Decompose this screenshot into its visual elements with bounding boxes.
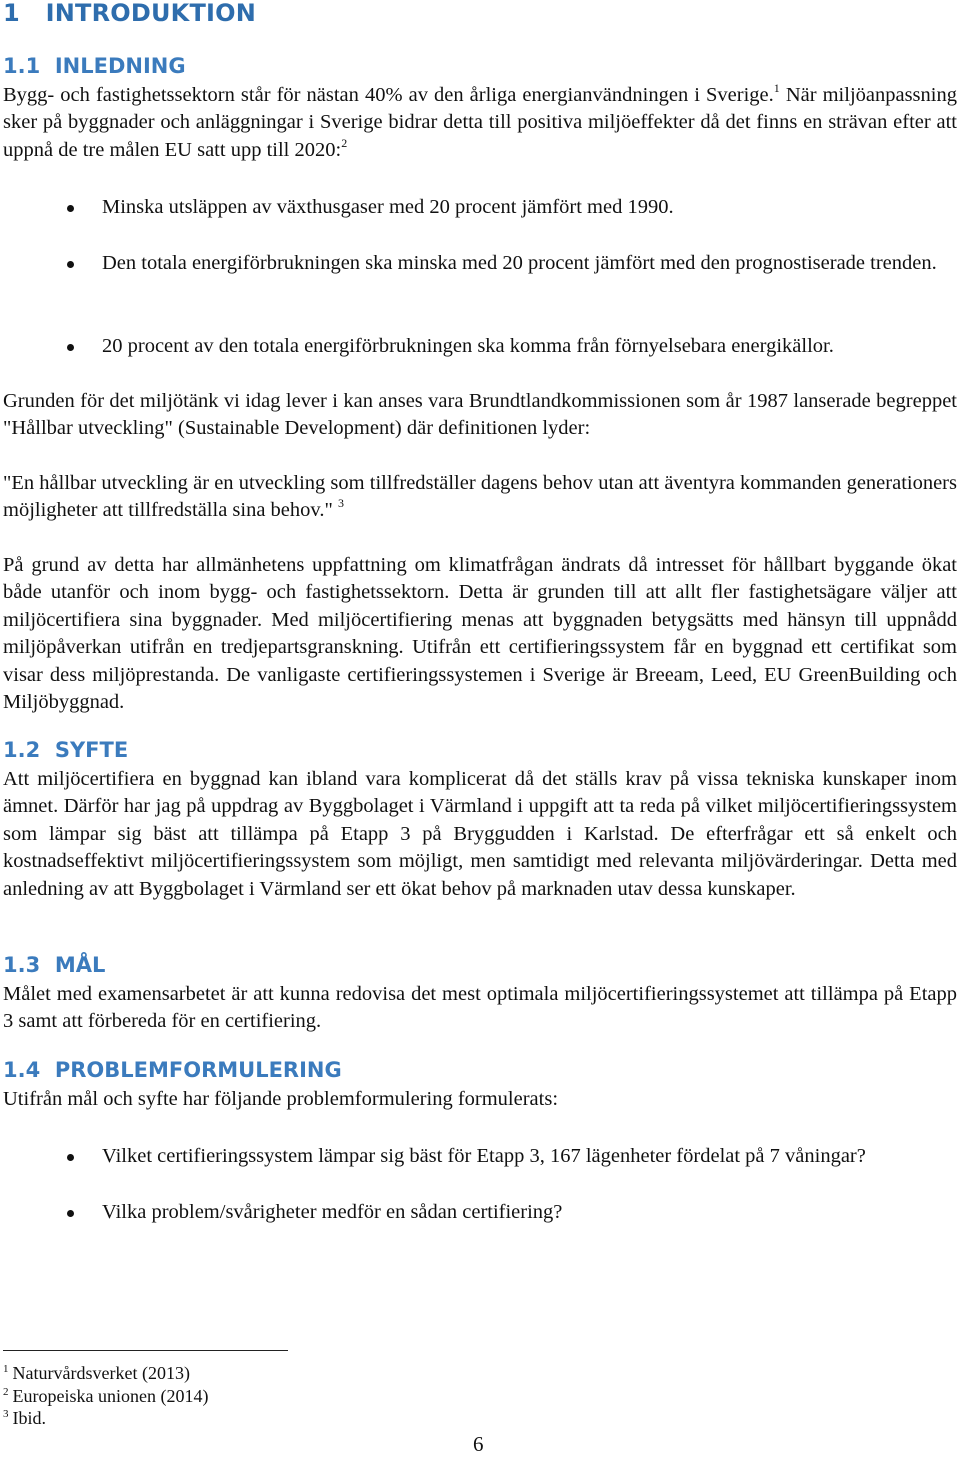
list-item: Den totala energiförbrukningen ska minska med 20 procent jämfört med den prognostiserade trenden. <box>102 252 937 274</box>
section-heading-syfte: 1.2 SYFTE <box>3 738 129 762</box>
section-heading-mal: 1.3 MÅL <box>3 953 106 977</box>
footnote-ref-1: 1 <box>773 81 780 95</box>
definition-quote: "En hållbar utveckling är en utveckling som tillfredställer dagens behov utan att äventyra kommanden generationers möjligheter att tillfredställa sina behov." $^3$ <box>3 472 957 522</box>
syfte-paragraph: Att miljöcertifiera en byggnad kan ibland vara komplicerat då det ställs krav på vissa tekniska kunskaper inom ämnet. Därför har jag på uppdrag av Byggbolaget i Värmland i uppgift att ta reda på vilket miljöcertifieringssystem som lämpar sig bäst att tillämpa på Etapp 3 på Bryggudden i Karlstad. De efterfrågar ett så enkelt och kostnadseffektivt miljöcertifieringssystem som möjligt, men samtidigt med relevanta miljövärderingar. Detta med anledning av att Byggbolaget i Värmland ser ett ökat behov på marknaden utav dessa kunskaper. <box>3 768 957 900</box>
bullet-icon <box>67 1210 74 1217</box>
footnote-divider <box>3 1350 288 1351</box>
bullet-icon <box>67 1154 74 1161</box>
footnote-ref-2: 2 <box>341 135 348 150</box>
footnote-ref-3: 3 <box>337 496 344 511</box>
certification-paragraph: På grund av detta har allmänhetens uppfattning om klimatfrågan ändrats då intresset för hållbart byggande ökat både utanför och inom bygg- och fastighetssektorn. Detta är grunden till att allt fler fastighetsägare väljer att miljöcertifiera sina byggnader. Med miljöcertifiering menas att byggnaden betygsätts med hänsyn till uppnådd miljöpåverkan utifrån en tredjepartsgranskning. Utifrån ett certifieringssystem får en byggnad ett certifikat som visar dess miljöprestanda. De vanligaste certifieringssystemen i Sverige är Breeam, Leed, EU GreenBuilding och Miljöbyggnad. <box>3 554 957 714</box>
page-number: 6 <box>473 1432 484 1456</box>
mal-paragraph: Målet med examensarbetet är att kunna redovisa det mest optimala miljöcertifieringssystemet att tillämpa på Etapp 3 samt att förbereda för en certifiering. <box>3 983 957 1033</box>
list-item: 20 procent av den totala energiförbrukningen ska komma från förnyelsebara energikällor. <box>102 335 834 357</box>
intro-paragraph: Bygg- och fastighetssektorn står för nästan 40% av den årliga energianvändningen i Sverige.$^1$ När miljöanpassning sker på byggnader och anläggningar i Sverige bidrar detta till positiva miljöeffekter då det finns en strävan efter att uppnå de tre målen EU satt upp till 2020:$^2$ <box>3 81 957 161</box>
brundtland-paragraph: Grunden för det miljötänk vi idag lever i kan anses vara Brundtlandkommissionen som år 1987 lanserade begreppet "Hållbar utveckling" (Sustainable Development) där definitionen lyder: <box>3 390 957 440</box>
problem-intro: Utifrån mål och syfte har följande problemformulering formulerats: <box>3 1088 559 1110</box>
list-item: Vilket certifieringssystem lämpar sig bäst för Etapp 3, 167 lägenheter fördelat på 7 våningar? <box>102 1145 866 1167</box>
list-item: Minska utsläppen av växthusgaser med 20 procent jämfört med 1990. <box>102 196 674 218</box>
section-heading-problemformulering: 1.4 PROBLEMFORMULERING <box>3 1058 342 1082</box>
footnote: $^2$ Europeiska unionen (2014) <box>3 1386 209 1406</box>
chapter-heading: 1 INTRODUKTION <box>3 0 257 27</box>
footnote: $^1$ Naturvårdsverket (2013) <box>3 1363 190 1383</box>
bullet-icon <box>67 344 74 351</box>
section-heading-inledning: 1.1 INLEDNING <box>3 54 186 78</box>
bullet-icon <box>67 205 74 212</box>
list-item: Vilka problem/svårigheter medför en sådan certifiering? <box>102 1201 563 1223</box>
footnote: $^3$ Ibid. <box>3 1408 46 1428</box>
bullet-icon <box>67 261 74 268</box>
